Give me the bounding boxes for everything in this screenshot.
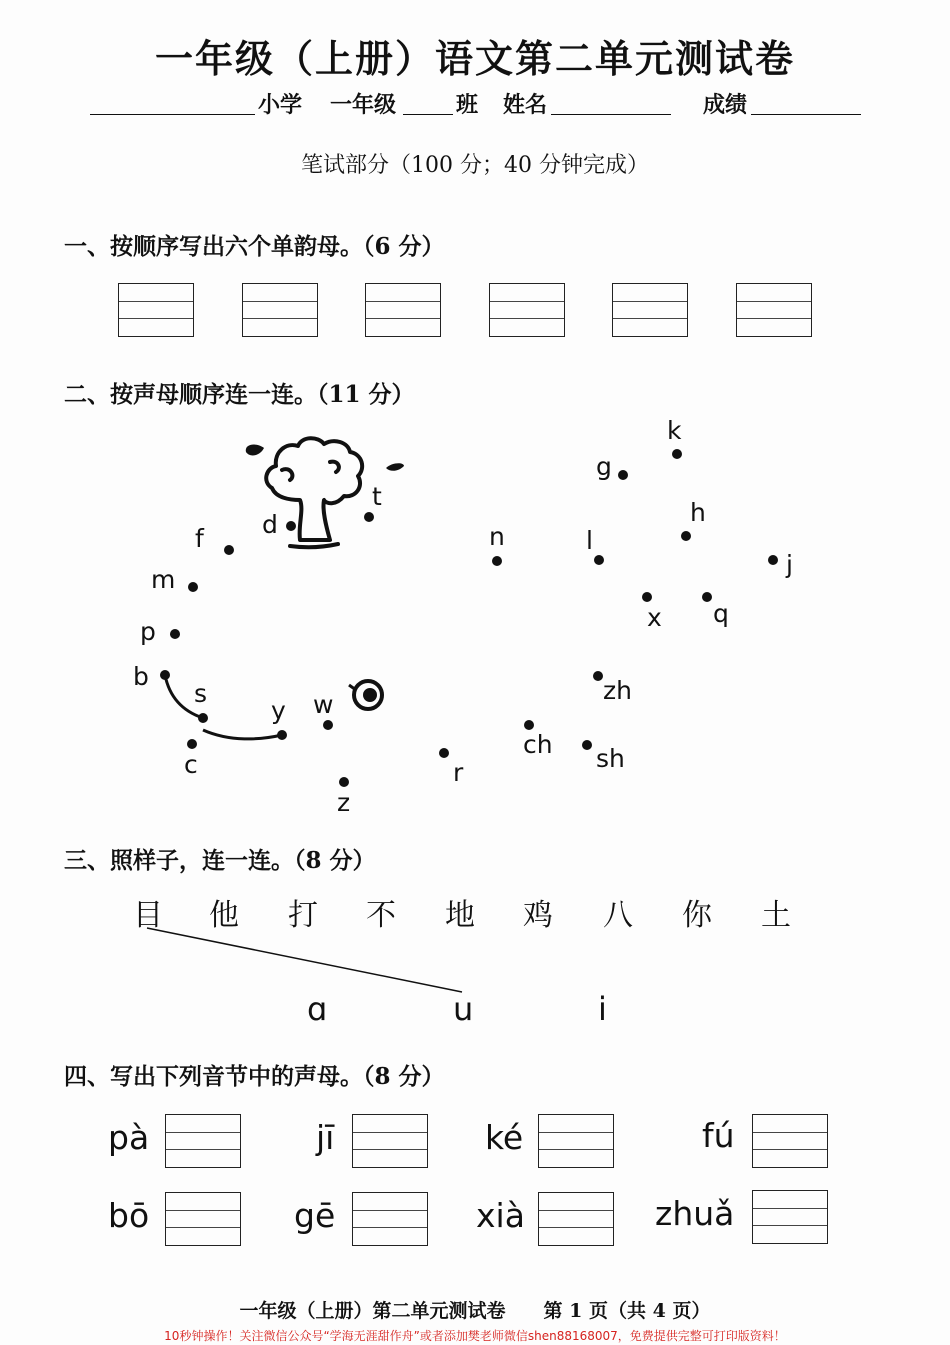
answer-box[interactable] — [538, 1114, 614, 1168]
dot-p[interactable] — [170, 629, 180, 639]
example-line-s-y — [203, 730, 282, 739]
answer-box[interactable] — [352, 1114, 428, 1168]
dot-k[interactable] — [672, 449, 682, 459]
letter-x: x — [647, 603, 662, 632]
letter-s: s — [194, 679, 208, 708]
dot-f[interactable] — [224, 545, 234, 555]
letter-t: t — [372, 482, 382, 511]
syllable: bō — [108, 1196, 150, 1235]
syllable: jī — [316, 1118, 335, 1157]
dot-l[interactable] — [594, 555, 604, 565]
shell-drawing — [354, 681, 382, 709]
name-label: 姓名 — [503, 92, 548, 118]
dot-b[interactable] — [160, 670, 170, 680]
dot-h[interactable] — [681, 531, 691, 541]
question-1-title: 一、按顺序写出六个单韵母。（6 分） — [64, 233, 445, 260]
example-line-mu-u — [147, 928, 462, 992]
dot-sh[interactable] — [582, 740, 592, 750]
syllable: pà — [108, 1118, 150, 1157]
character-item[interactable]: 你 — [682, 898, 712, 933]
dot-x[interactable] — [642, 592, 652, 602]
character-item[interactable]: 不 — [366, 898, 396, 933]
tree-drawing — [266, 438, 362, 547]
vowel-item[interactable]: ɑ — [307, 990, 328, 1028]
letter-zh: zh — [603, 676, 632, 705]
syllable: ké — [485, 1118, 524, 1157]
dot-m[interactable] — [188, 582, 198, 592]
answer-box[interactable] — [752, 1190, 828, 1244]
dot-t[interactable] — [364, 512, 374, 522]
question-3-title: 三、照样子，连一连。（8 分） — [64, 847, 376, 874]
letter-g: g — [596, 452, 612, 481]
dot-c[interactable] — [187, 739, 197, 749]
letter-r: r — [453, 758, 464, 787]
character-item[interactable]: 八 — [603, 898, 633, 933]
vowel-item[interactable]: u — [453, 990, 474, 1028]
letter-f: f — [195, 524, 204, 553]
letter-z: z — [337, 788, 351, 817]
character-item[interactable]: 鸡 — [523, 898, 553, 933]
letter-q: q — [713, 599, 729, 628]
answer-box[interactable] — [165, 1192, 241, 1246]
syllable: xià — [476, 1196, 525, 1235]
answer-box[interactable] — [538, 1192, 614, 1246]
leaf-drawing — [386, 463, 404, 471]
grade-label: 一年级 — [330, 92, 397, 118]
dot-ch[interactable] — [524, 720, 534, 730]
letter-b: b — [133, 662, 149, 691]
letter-y: y — [271, 696, 286, 725]
class-label: 班 — [456, 92, 479, 118]
answer-box[interactable] — [165, 1114, 241, 1168]
letter-h: h — [690, 498, 706, 527]
dot-z[interactable] — [339, 777, 349, 787]
letter-n: n — [489, 522, 505, 551]
dot-d[interactable] — [286, 521, 296, 531]
answer-box[interactable] — [352, 1192, 428, 1246]
letter-w: w — [313, 690, 334, 719]
syllable: zhuǎ — [655, 1194, 735, 1233]
character-item[interactable]: 土 — [761, 898, 791, 933]
answer-box[interactable] — [752, 1114, 828, 1168]
dot-zh[interactable] — [593, 671, 603, 681]
leaf-drawing — [246, 445, 264, 456]
letter-c: c — [184, 750, 198, 779]
letter-ch: ch — [523, 730, 553, 759]
character-item[interactable]: 他 — [209, 898, 239, 933]
character-item[interactable]: 打 — [288, 898, 318, 933]
letter-p: p — [140, 617, 156, 646]
dot-j[interactable] — [768, 555, 778, 565]
dot-q[interactable] — [702, 592, 712, 602]
letter-sh: sh — [596, 744, 625, 773]
score-label: 成绩 — [703, 92, 748, 118]
dot-n[interactable] — [492, 556, 502, 566]
page-title: 一年级（上册）语文第二单元测试卷 — [154, 36, 795, 81]
school-label: 小学 — [258, 92, 303, 118]
letter-j: j — [786, 550, 793, 579]
syllable: gē — [294, 1196, 336, 1235]
dot-g[interactable] — [618, 470, 628, 480]
dot-r[interactable] — [439, 748, 449, 758]
question-4-title: 四、写出下列音节中的声母。（8 分） — [64, 1063, 445, 1090]
letter-l: l — [586, 526, 593, 555]
character-item[interactable]: 地 — [445, 898, 475, 933]
character-item[interactable]: 目 — [133, 898, 163, 933]
dot-y[interactable] — [277, 730, 287, 740]
dot-s[interactable] — [198, 713, 208, 723]
letter-m: m — [151, 565, 176, 594]
page-footer: 一年级（上册）第二单元测试卷 第 1 页（共 4 页） — [239, 1300, 711, 1322]
syllable: fú — [702, 1116, 735, 1155]
question-2-title: 二、按声母顺序连一连。（11 分） — [64, 381, 415, 408]
exam-subtitle: 笔试部分（100 分；40 分钟完成） — [301, 153, 649, 178]
dot-w[interactable] — [323, 720, 333, 730]
letter-k: k — [667, 416, 682, 445]
watermark-text: 10秒钟操作！关注微信公众号“学海无涯甜作舟”或者添加樊老师微信shen88168007，免费提供完整可打印版资料！ — [164, 1329, 786, 1343]
vowel-item[interactable]: i — [598, 990, 607, 1028]
letter-d: d — [262, 510, 278, 539]
